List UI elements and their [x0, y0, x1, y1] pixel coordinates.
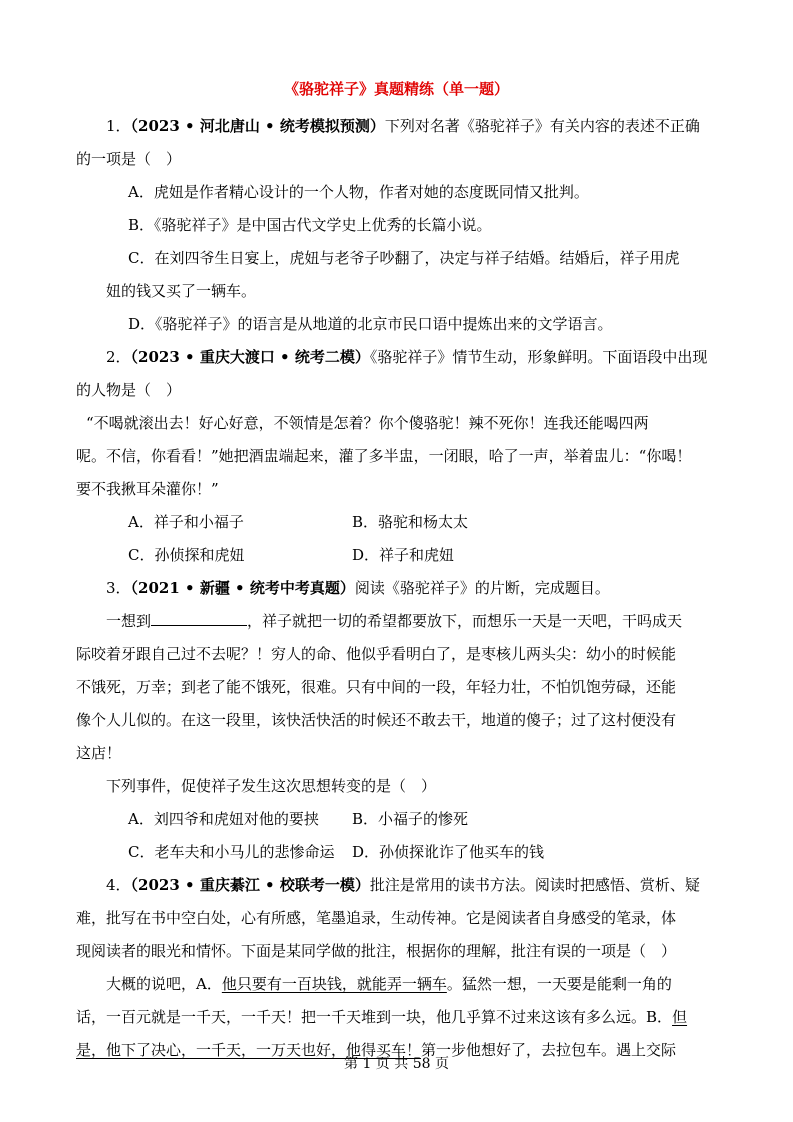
q3-option-d: D．孙侦探讹诈了他买车的钱	[352, 843, 545, 861]
q1-option-b: B．《骆驼祥子》是中国古代文学史上优秀的长篇小说。	[128, 216, 492, 234]
q3-options-row-2	[76, 836, 723, 869]
page-footer: 第 1 页 共 58 页	[344, 1056, 449, 1072]
q3-stem-line	[76, 572, 723, 605]
q2-options-row-1	[76, 506, 723, 539]
q4-passage-3-b: 第一步他想好了，去拉包车。遇上交际	[421, 1041, 677, 1059]
q4-stem-line-1	[76, 869, 723, 902]
q3-option-c: C．老车夫和小马儿的悲惨命运	[128, 843, 335, 861]
q2-option-a: A．祥子和小福子	[128, 513, 244, 531]
q1-number: 1．	[106, 117, 131, 135]
q4-annotated-b-end: 是，他下了决心，一千天，一万天也好，他得买车！	[76, 1041, 422, 1059]
q2-option-c: C．孙侦探和虎妞	[128, 546, 245, 564]
q2-options-row-2	[76, 539, 723, 572]
q3-question: 下列事件，促使祥子发生这次思想转变的是（ ）	[106, 777, 437, 795]
q2-source: （2023 • 重庆大渡口 • 统考二模）	[130, 348, 370, 366]
q1-option-c-2: 妞的钱又买了一辆车。	[106, 282, 257, 300]
fill-in-blank	[151, 609, 247, 626]
q4-source: （2023 • 重庆綦江 • 校联考一模）	[130, 876, 370, 894]
q4-passage-line-2	[76, 1001, 723, 1034]
q2-option-b: B．骆驼和杨太太	[352, 513, 469, 531]
q4-annotated-a: 他只要有一百块钱，就能弄一辆车	[221, 975, 447, 993]
q2-stem-line-2: 的人物是（ ）	[76, 381, 182, 399]
q4-passage-line-1	[76, 968, 723, 1001]
q2-passage-line-2: 呢。不信，你看看！”她把酒盅端起来，灌了多半盅，一闭眼，哈了一声，举着盅儿：“你喝！	[76, 447, 692, 465]
content	[76, 110, 723, 1067]
q2-passage-line-3: 要不我揪耳朵灌你！”	[76, 480, 219, 498]
q2-passage-line-1: “不喝就滚出去！好心好意，不领情是怎着？你个傻骆驼！辣不死你！连我还能喝四两	[86, 414, 649, 432]
q3-source: （2021 • 新疆 • 统考中考真题）	[130, 579, 355, 597]
q2-number: 2．	[106, 348, 131, 366]
q3-options-row-1	[76, 803, 723, 836]
q3-passage-1-post: ，祥子就把一切的希望都要放下，而想乐一天是一天吧，干吗成天	[247, 612, 683, 630]
q4-stem-1: 批注是常用的读书方法。阅读时把感悟、赏析、疑	[369, 876, 700, 894]
q3-passage-1-pre: 一想到	[106, 612, 152, 630]
q4-passage-1-b: 。猛然一想，一天要是能剩一角的	[446, 975, 672, 993]
q4-annotated-b-start: 但	[672, 1008, 688, 1026]
q1-option-d: D．《骆驼祥子》的语言是从地道的北京市民口语中提炼出来的文学语言。	[128, 315, 613, 333]
q3-passage-line-4: 像个人儿似的。在这一段里，该快活快活的时候还不敢去干，地道的傻子；过了这村便没有	[76, 711, 677, 729]
q3-passage-line-1	[76, 605, 723, 638]
q1-stem-1: 下列对名著《骆驼祥子》有关内容的表述不正确	[384, 117, 700, 135]
q4-number: 4．	[106, 876, 131, 894]
q3-passage-line-2: 际咬着牙跟自己过不去呢？！穷人的命、他似乎看明白了，是枣核儿两头尖：幼小的时候能	[76, 645, 677, 663]
q3-passage-line-5: 这店！	[76, 744, 122, 762]
q3-stem: 阅读《骆驼祥子》的片断，完成题目。	[354, 579, 610, 597]
q4-passage-1-a: 大概的说吧，A．	[106, 975, 222, 993]
q1-option-a: A．虎妞是作者精心设计的一个人物，作者对她的态度既同情又批判。	[128, 183, 589, 201]
q1-option-c-1: C．在刘四爷生日宴上，虎妞与老爷子吵翻了，决定与祥子结婚。结婚后，祥子用虎	[128, 249, 680, 267]
q3-option-a: A．刘四爷和虎妞对他的要挟	[128, 810, 319, 828]
q2-option-d: D．祥子和虎妞	[352, 546, 455, 564]
q2-stem-1: 《骆驼祥子》情节生动，形象鲜明。下面语段中出现	[369, 348, 708, 366]
q3-passage-line-3: 不饿死，万幸；到老了能不饿死，很难。只有中间的一段，年轻力壮，不怕饥饱劳碌，还能	[76, 678, 677, 696]
q3-number: 3．	[106, 579, 131, 597]
q3-option-b: B．小福子的惨死	[352, 810, 469, 828]
q1-stem-line-1	[76, 110, 723, 143]
page-title: 《骆驼祥子》真题精练（单一题）	[283, 80, 509, 98]
q1-source: （2023 • 河北唐山 • 统考模拟预测）	[130, 117, 385, 135]
q2-stem-line-1	[76, 341, 723, 374]
q4-stem-line-3: 现阅读者的眼光和情怀。下面是某同学做的批注，根据你的理解，批注有误的一项是（ ）	[76, 942, 677, 960]
q4-stem-line-2: 难，批写在书中空白处，心有所感，笔墨追录，生动传神。它是阅读者自身感受的笔录，体	[76, 909, 677, 927]
q1-stem-line-2: 的一项是（ ）	[76, 150, 182, 168]
q4-passage-2-a: 话，一百元就是一千天，一千天！把一千天堆到一块，他几乎算不过来这该有多么远。B．	[76, 1008, 673, 1026]
